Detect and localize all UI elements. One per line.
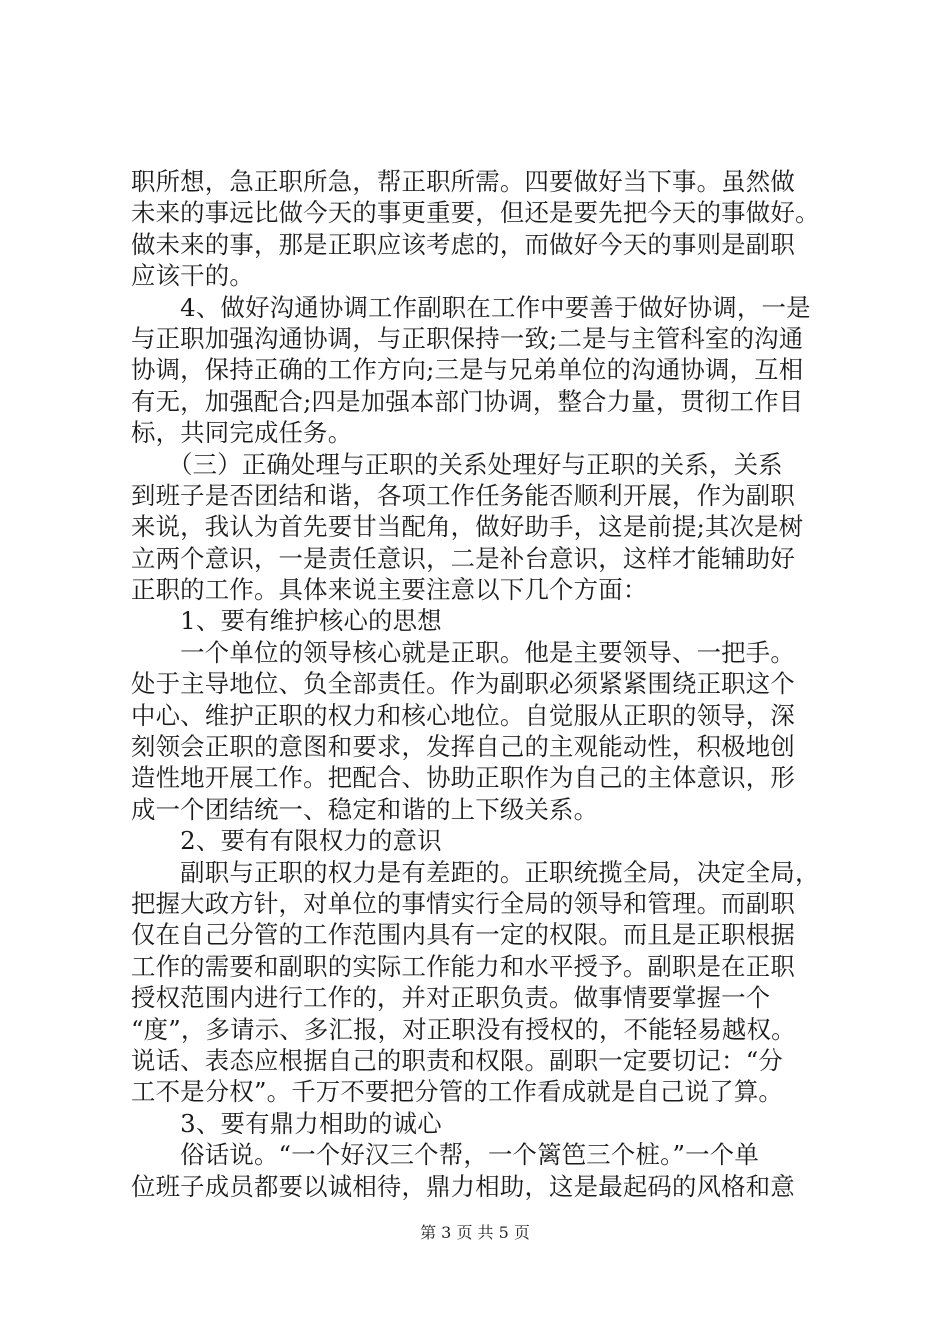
- text-line: 中心、维护正职的权力和核心地位。自觉服从正职的领导，深: [131, 700, 795, 730]
- text-line: 职所想，急正职所急，帮正职所需。四要做好当下事。虽然做: [131, 167, 795, 196]
- text-line: 刻领会正职的意图和要求，发挥自己的主观能动性，积极地创: [131, 732, 795, 762]
- text-line: 处于主导地位、负全部责任。作为副职必须紧紧围绕正职这个: [131, 669, 795, 699]
- text-line: 位班子成员都要以诚相待，鼎力相助，这是最起码的风格和意: [131, 1171, 795, 1201]
- text-line: 工作的需要和副职的实际工作能力和水平授予。副职是在正职: [131, 951, 795, 981]
- text-line: （三）正确处理与正职的关系处理好与正职的关系，关系: [131, 449, 783, 479]
- text-line: 有无，加强配合;四是加强本部门协调，整合力量，贯彻工作目: [131, 386, 804, 416]
- text-line: 一个单位的领导核心就是正职。他是主要领导、一把手。: [131, 637, 795, 667]
- text-line: 工不是分权”。千万不要把分管的工作看成就是自己说了算。: [131, 1077, 784, 1107]
- body-text: [131, 166, 831, 1202]
- text-line: 仅在自己分管的工作范围内具有一定的权限。而且是正职根据: [131, 920, 795, 950]
- text-line: 来说，我认为首先要甘当配角，做好助手，这是前提;其次是树: [131, 512, 804, 542]
- text-line: 正职的工作。具体来说主要注意以下几个方面：: [131, 575, 648, 605]
- text-line: 未来的事远比做今天的事更重要，但还是要先把今天的事做好。: [131, 198, 820, 228]
- text-line: 成一个团结统一、稳定和谐的上下级关系。: [131, 794, 599, 824]
- text-line: 授权范围内进行工作的，并对正职负责。做事情要掌握一个: [131, 983, 771, 1013]
- text-line: 把握大政方针，对单位的事情实行全局的领导和管理。而副职: [131, 888, 795, 918]
- text-line: 3、要有鼎力相助的诚心: [131, 1108, 442, 1138]
- text-line: 应该干的。: [131, 261, 254, 291]
- text-line: 俗话说。“一个好汉三个帮，一个篱笆三个桩。”一个单: [131, 1140, 759, 1170]
- text-line: “度”，多请示、多汇报，对正职没有授权的，不能轻易越权。: [131, 1014, 796, 1044]
- text-line: 1、要有维护核心的思想: [131, 606, 442, 636]
- text-line: 说话、表态应根据自己的职责和权限。副职一定要切记：“分: [131, 1045, 784, 1075]
- text-line: 造性地开展工作。把配合、协助正职作为自己的主体意识，形: [131, 763, 795, 793]
- text-line: 副职与正职的权力是有差距的。正职统揽全局，决定全局，: [131, 857, 820, 887]
- text-line: 立两个意识，一是责任意识，二是补台意识，这样才能辅助好: [131, 543, 795, 573]
- text-line: 做未来的事，那是正职应该考虑的，而做好今天的事则是副职: [131, 229, 795, 259]
- text-line: 标，共同完成任务。: [131, 418, 353, 448]
- page-number-footer: 第 3 页 共 5 页: [420, 1223, 530, 1242]
- text-line: 与正职加强沟通协调，与正职保持一致;二是与主管科室的沟通: [131, 323, 804, 353]
- text-line: 4、做好沟通协调工作副职在工作中要善于做好协调，一是: [131, 292, 811, 322]
- text-line: 到班子是否团结和谐，各项工作任务能否顺利开展，作为副职: [131, 480, 795, 510]
- text-line: 协调，保持正确的工作方向;三是与兄弟单位的沟通协调，互相: [131, 355, 804, 385]
- text-line: 2、要有有限权力的意识: [131, 826, 442, 856]
